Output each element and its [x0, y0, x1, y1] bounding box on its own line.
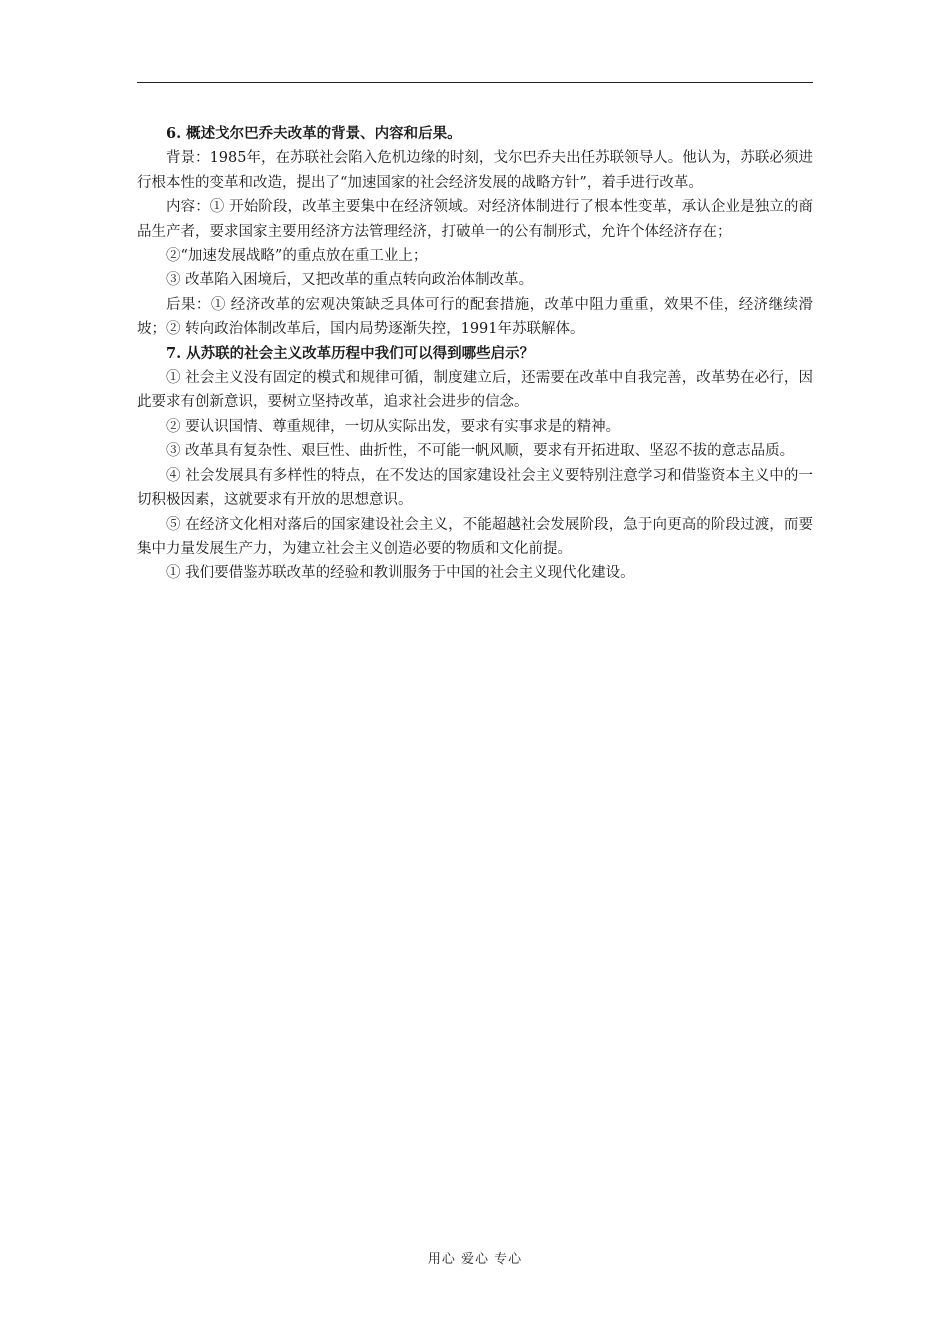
- paragraph-lesson-2: ② 要认识国情、尊重规律，一切从实际出发，要求有实事求是的精神。: [166, 418, 621, 435]
- paragraph-background: 背景：1985年，在苏联社会陷入危机边缘的时刻，戈尔巴乔夫出任苏联领导人。他认为，苏联必须进行根本性的变革和改造，提出了“加速国家的社会经济发展的战略方针”，着手进行改革。: [137, 150, 813, 191]
- page-footer: 用心 爱心 专心: [427, 1252, 523, 1267]
- document-body: [137, 122, 813, 586]
- paragraph-lesson-4: ④ 社会发展具有多样性的特点，在不发达的国家建设社会主义要特别注意学习和借鉴资本主义中的一切积极因素，这就要求有开放的思想意识。: [137, 467, 813, 509]
- paragraph-content: 内容：① 开始阶段，改革主要集中在经济领域。对经济体制进行了根本性变革，承认企业是独立的商品生产者，要求国家主要用经济方法管理经济，打破单一的公有制形式，允许个体经济存在；: [137, 199, 813, 240]
- paragraph-lesson-5: ⑤ 在经济文化相对落后的国家建设社会主义，不能超越社会发展阶段，急于向更高的阶段过渡，而要集中力量发展生产力，为建立社会主义创造必要的物质和文化前提。: [137, 516, 813, 557]
- paragraph-lesson-6: ① 我们要借鉴苏联改革的经验和教训服务于中国的社会主义现代化建设。: [166, 565, 635, 582]
- header-rule: [137, 82, 813, 83]
- paragraph-consequence: 后果：① 经济改革的宏观决策缺乏具体可行的配套措施，改革中阻力重重，效果不佳，经济继续滑坡；② 转向政治体制改革后，国内局势逐渐失控，1991年苏联解体。: [137, 296, 813, 338]
- paragraph-lesson-1: ① 社会主义没有固定的模式和规律可循，制度建立后，还需要在改革中自我完善，改革势在必行，因此要求有创新意识，要树立坚持改革，追求社会进步的信念。: [137, 370, 813, 411]
- section-heading-7: 7. 从苏联的社会主义改革历程中我们可以得到哪些启示？: [166, 344, 535, 362]
- section-heading-6: 6. 概述戈尔巴乔夫改革的背景、内容和后果。: [166, 125, 462, 142]
- paragraph-content-3: ③ 改革陷入困境后，又把改革的重点转向政治体制改革。: [166, 272, 534, 289]
- paragraph-content-2: ②“加速发展战略”的重点放在重工业上；: [166, 248, 428, 265]
- paragraph-lesson-3: ③ 改革具有复杂性、艰巨性、曲折性，不可能一帆风顺，要求有开拓进取、坚忍不拔的意志品质。: [166, 443, 795, 460]
